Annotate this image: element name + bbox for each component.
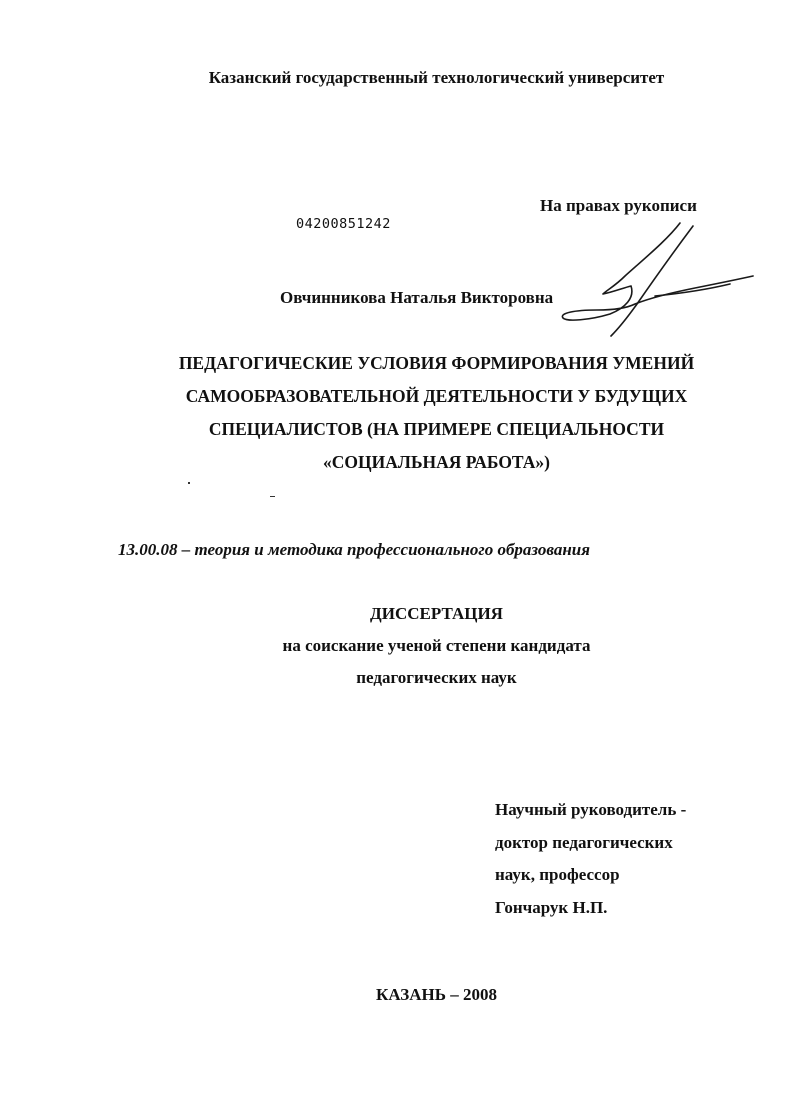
document-type-heading: ДИССЕРТАЦИЯ: [370, 604, 503, 623]
document-number: 04200851242: [296, 216, 391, 232]
advisor-line: наук, профессор: [495, 865, 620, 884]
title-line: ПЕДАГОГИЧЕСКИЕ УСЛОВИЯ ФОРМИРОВАНИЯ УМЕНИЙ: [178, 353, 695, 373]
advisor-line: Гончарук Н.П.: [495, 897, 608, 917]
author-name: Овчинникова Наталья Викторовна: [280, 288, 554, 307]
author-signature: [555, 218, 755, 348]
degree-line: педагогических наук: [356, 668, 517, 687]
rights-note: На правах рукописи: [540, 196, 697, 215]
title-line: СПЕЦИАЛИСТОВ (НА ПРИМЕРЕ СПЕЦИАЛЬНОСТИ: [208, 419, 665, 439]
degree-line: на соискание ученой степени кандидата: [282, 636, 591, 655]
university-name: Казанский государственный технологический университет: [208, 68, 665, 87]
dissertation-title: [40, 347, 793, 479]
title-line: «СОЦИАЛЬНАЯ РАБОТА»): [323, 452, 550, 472]
advisor-line: Научный руководитель -: [495, 800, 687, 819]
scan-speck: [188, 482, 190, 484]
advisor-line: доктор педагогических: [495, 832, 673, 852]
scan-speck: [270, 496, 275, 497]
title-line: САМООБРАЗОВАТЕЛЬНОЙ ДЕЯТЕЛЬНОСТИ У БУДУЩИХ: [185, 386, 688, 406]
place-and-year: КАЗАНЬ – 2008: [376, 985, 497, 1004]
scientific-advisor: [495, 794, 686, 924]
specialty-code: 13.00.08 – теория и методика профессионального образования: [118, 540, 590, 559]
